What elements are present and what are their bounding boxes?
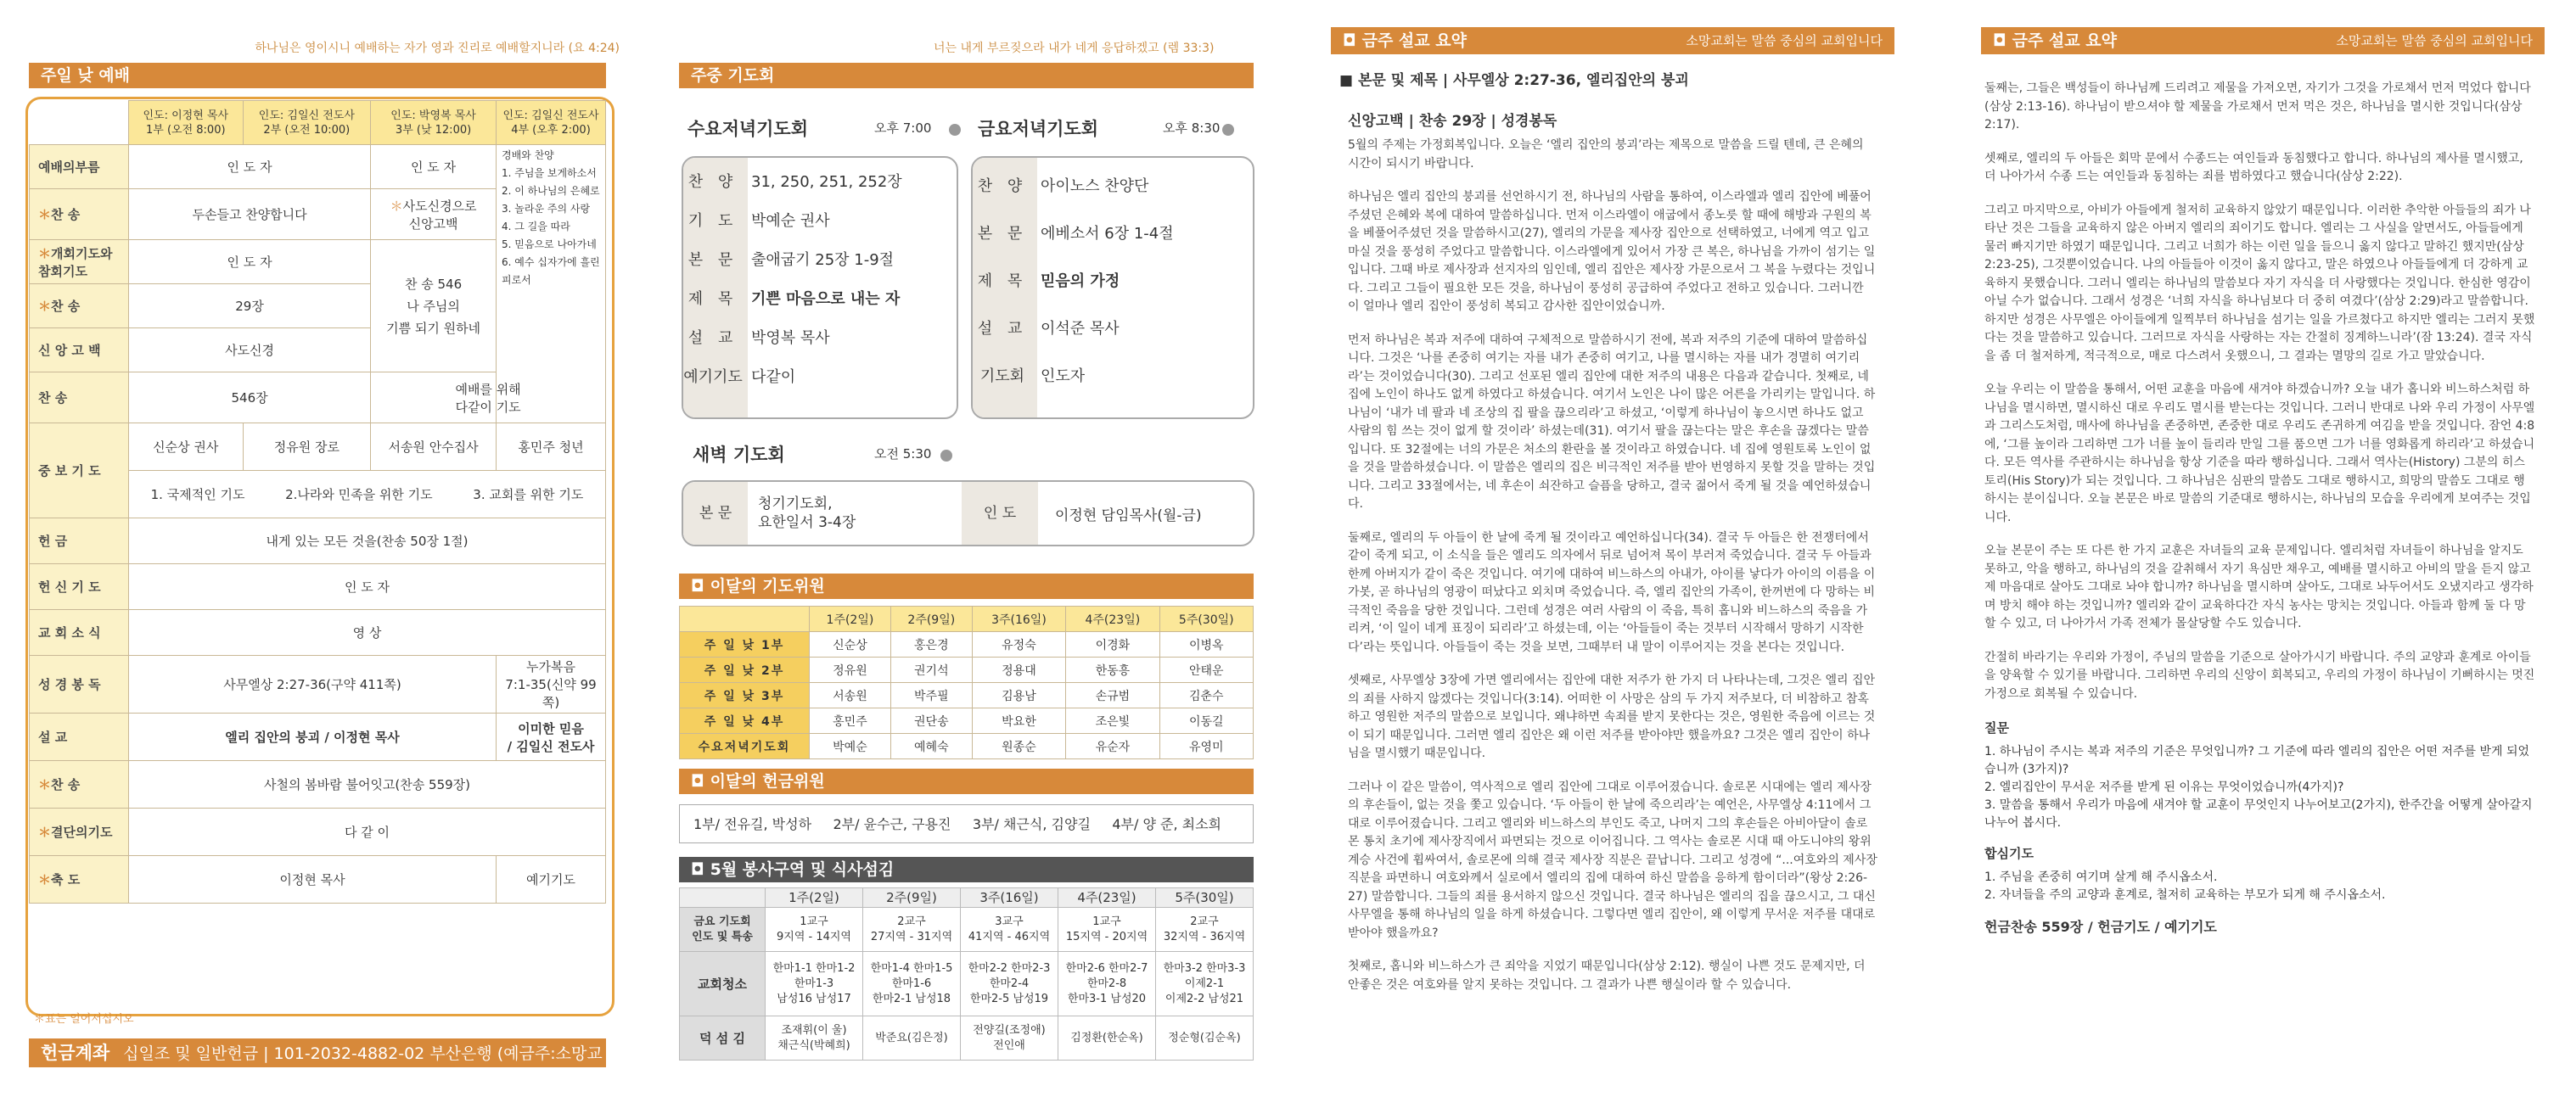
intercessor: 서송원 안수집사 bbox=[371, 423, 497, 471]
sermon-card-2 bbox=[1967, 68, 2553, 1072]
row-value: 다 같 이 bbox=[129, 809, 606, 856]
row-label: ＊찬 송 bbox=[30, 284, 129, 328]
paragraph: 둘째로, 엘리의 두 아들이 한 날에 죽게 될 것이라고 예언하십니다(34). 결국 두 아들은 한 전쟁터에서 같이 죽게 되고, 이 소식을 들은 엘리도 의자에서 뒤로 넘어져 목이 부러져 죽었습니다. 결국 두 아들과 한께 아버지가 같이 죽은 것입니다. 여기에 대하여 비느하스의 아내가, 아이를 낳다가 아이의 이름을 이가봇, 곧 하나님의 영광이 떠났다고 외치며 죽었습니다. 즉, 엘리 집안의 가족이, 한꺼번에 다 망하는 비극적인 죽음을 당한 것입니다. 그런데 성경은 여러 사람의 이 죽음, 특히 홉니와 비느하스의 죽음을 가리켜, ‘이 일이 네게 표징이 되리라’고 하셨는데, 이는 ‘아들들이 죽는 것부터 시작해서 망하기 시작한다’라는 뜻입니다. 아들들이 죽는 것을 보면, 그때부터 내 말이 이루어지는 것을 본다는 것입니다. bbox=[1348, 530, 1876, 654]
list-item: 1. 하나님이 주시는 복과 저주의 기준은 무엇입니까? 그 기준에 따라 엘리의 집안은 어떤 저주를 받게 되었습니까 (3가지)? bbox=[1984, 745, 2530, 776]
row-value: 찬 송 546 나 주님의 기쁨 되기 원하네 bbox=[371, 240, 497, 372]
paragraph: 셋째로, 엘리의 두 아들은 회막 문에서 수종드는 여인들과 동침했다고 합니다. 하나님의 제사를 멸시했고, 더 나아가서 수종 드는 여인들과 동침하는 죄를 범하였다고 했습니다(삼상 2:22). bbox=[1984, 151, 2523, 183]
verse: 하나님은 영이시니 예배하는 자가 영과 진리로 예배할지니라 (요 4:24) bbox=[255, 42, 620, 55]
row-value: ＊사도신경으로 신앙고백 bbox=[371, 189, 497, 240]
row-value: 엘리 집안의 붕괴 / 이정현 목사 bbox=[129, 714, 497, 761]
row-value: 누가복음 7:1-35(신약 99쪽) bbox=[497, 656, 606, 714]
header-service-2: 인도: 김일신 전도사 2부 (오전 10:00) bbox=[243, 101, 371, 145]
sermon-header: ◘ 금주 설교 요약 소망교회는 말씀 중심의 교회입니다 bbox=[1981, 27, 2545, 54]
row-value: 이정현 목사 bbox=[129, 856, 497, 904]
table-row: 주 일 낮 2부 정유원 권기석 정용대 한동흥 안태운 bbox=[680, 658, 1254, 683]
fri-time: 오후 8:30 bbox=[1163, 120, 1221, 136]
table-row: 주 일 낮 4부 홍민주 권단송 박요한 조은빛 이동길 bbox=[680, 708, 1254, 734]
dot-icon bbox=[949, 124, 961, 136]
row-value: 546장 bbox=[129, 372, 371, 423]
list-item: 2. 엘리집안이 무서운 저주를 받게 된 이유는 무엇이었습니까(4가지)? bbox=[1984, 781, 2344, 794]
paragraph: 먼저 하나님은 복과 저주에 대하여 구체적으로 말씀하시기 전에, 복과 저주의 기준에 대하여 말씀하십니다. 그것은 ‘나를 존중히 여기는 자를 내가 존중히 여기고, 나를 멸시하는 자를 내가 경멸히 여기리라’는 것이었습니다(30). 그리고 선포된 엘리 집안에 대한 저주의 내용은 다음과 같습니다. 첫째로, 네 집에 노인이 하나도 없게 하였다고 하셨습니다. 여기서 노인은 나이 많은 어른을 가리키는 말입니다. 하나님이 ‘내가 네 팔과 네 조상의 집 팔을 끊으리라’고 하셨고, ‘이렇게 하나님이 놓으시면 하나도 없고 사람의 힘 쓰는 것이 없게 할 것이라’ 하셨는데(31). 여기서 팔을 끊는다는 말은 후손을 끊겠다는 말씀입니다. 또 32절에는 너의 가문은 처소의 환란을 볼 것이라고 하였습니다. 네 집에 영원토록 노인이 없을 것을 말씀하셨습니다. 이 말씀은 엘리의 집은 비극적인 저주를 받아 번영하지 못할 것을 말하는 것입니다. 그리고 33절에서는, 네 후손이 쇠잔하고 슬픔을 당하고, 결국 젊어서 죽게 될 것을 예언하셨습니다. bbox=[1348, 333, 1876, 511]
intercessor: 정유원 장로 bbox=[243, 423, 371, 471]
row-value: 인 도 자 bbox=[129, 145, 371, 189]
table-row: 교회청소 한마1-1 한마1-2 한마1-3 남성16 남성17 한마1-4 한마1-5 한마1-6 한마2-1 남성18 한마2-2 한마2-3 한마2-4 한마2-5 남성19 한마2-6 한마2-7 한마2-8 한마3-1 남성20 한마3-2 한마3-3 이제2-1 이제2-2 남성21 bbox=[680, 952, 1254, 1016]
paragraph: 셋째로, 사무엘상 3장에 가면 엘리에서는 집안에 대한 저주가 한 가지 더 나타나는데, 그것은 엘리 집안의 죄를 사하지 않겠다는 것입니다(3:14). 어떠한 이 사망은 삼의 두 가지 저주보다, 더 비참하고 참혹하고 영원한 저주의 말씀으로 보입니다. 왜냐하면 속죄를 받지 못한다는 것은, 영원한 죽음에 이르는 것이 되기 때문입니다. 그러면 엘리 집안은 왜 이런 저주를 받아야만 했을까요? 그것은 엘리 집안이 하나님을 멸시했기 때문입니다. bbox=[1348, 674, 1876, 760]
row-label: ＊개회기도와 참회기도 bbox=[30, 240, 129, 284]
prayer-committee-table: 1주(2일) 2주(9일) 3주(16일) 4주(23일) 5주(30일) 주 일 낮 1부 신순상 홍은경 유정숙 이경화 이병옥 주 일 낮 2부 정유원 권기석 정용대 한동흥 안태운 주 일 낮 3부 서송원 박주필 김용남 손규범 김춘수 주 일 낮 4부 홍민주 권단송 박요한 조은빛 이동길 수요저녁기도회 박예순 예혜숙 원종순 유순자 유영미 bbox=[679, 606, 1254, 759]
row-label: 설 교 bbox=[30, 714, 129, 761]
row-label: 신 앙 고 백 bbox=[30, 328, 129, 372]
row-label: 헌 신 기 도 bbox=[30, 564, 129, 610]
intercessor: 홍민주 청년 bbox=[497, 423, 606, 471]
service-table: 1주(2일) 2주(9일) 3주(16일) 4주(23일) 5주(30일) 금요 기도회 인도 및 특송 1교구 9지역 - 14지역 2교구 27지역 - 31지역 3교구 41지역 - 46지역 1교구 15지역 - 20지역 2교구 32지역 - 36지역 교회청소 한마1-1 한마1-2 한마1-3 남성16 남성17 한마1-4 한마1-5 한마1-6 한마2-1 남성18 한마2-2 한마2-3 한마2-4 한마2-5 남성19 한마2-6 한마2-7 한마2-8 한마3-1 남성20 한마3-2 한마3-3 이제2-1 이제2-2 남성21 덕 섬 김 조재휘(이 울) 채근식(박혜희) 박준요(김은정) 전양길(조정애) 전인애 김정환(한순옥) 정순형(김순옥) bbox=[679, 887, 1254, 1061]
row-value: 인 도 자 bbox=[129, 240, 371, 284]
row-label: 예배의부름 bbox=[30, 145, 129, 189]
row-label: 성 경 봉 독 bbox=[30, 656, 129, 714]
verse: 너는 내게 부르짖으라 내가 네게 응답하겠고 (렘 33:3) bbox=[934, 42, 1215, 55]
fri-title: 금요저녁기도회 bbox=[978, 119, 1099, 139]
dawn-time: 오전 5:30 bbox=[874, 446, 932, 462]
row-value: 내게 있는 모든 것을(찬송 50장 1절) bbox=[129, 518, 606, 564]
row-value: 사철의 봄바람 불어잇고(찬송 559장) bbox=[129, 761, 606, 809]
questions-heading: 질문 bbox=[1984, 720, 2009, 736]
prayer-committee-title: ◘ 이달의 기도위원 bbox=[679, 574, 1254, 599]
paragraph: 5월의 주제는 가정회복입니다. 오늘은 ‘엘리 집안의 붕괴’라는 제목으로 말씀을 드릴 텐데, 큰 은혜의 시간이 되시기 바랍니다. bbox=[1348, 138, 1864, 171]
donation-account: 십일조 및 일반헌금 | 101-2032-4882-02 부산은행 (예금주:소망교회) bbox=[41, 1044, 603, 1092]
header-motto: 소망교회는 말씀 중심의 교회입니다 bbox=[1686, 33, 1883, 48]
section-title: 주일 낮 예배 bbox=[29, 63, 606, 88]
row-value: 29장 bbox=[129, 284, 371, 328]
list-item: 1. 주님을 존중히 여기며 살게 해 주시옵소서. bbox=[1984, 870, 2218, 884]
fri-box: 찬 양 아이노스 찬양단 본 문 에베소서 6장 1-4절 제 목 믿음의 가정 설 교 이석준 목사 기도회 인도자 bbox=[971, 156, 1254, 419]
paragraph: 둘째는, 그들은 백성들이 하나님께 드리려고 제물을 가져오면, 자기가 그것을 가로채서 먼저 먹었다 합니다(삼상 2:13-16). 하나님이 받으셔야 할 제물을 가로채서 먼저 먹은 것은, 하나님을 멸시한 것입니다(삼상 2:17). bbox=[1984, 81, 2531, 132]
table-row: 주 일 낮 3부 서송원 박주필 김용남 손규범 김춘수 bbox=[680, 683, 1254, 708]
header-service-4: 인도: 김일신 전도사 4부 (오후 2:00) bbox=[497, 101, 606, 145]
offering-committee: 1부/ 전유길, 박성하 2부/ 윤수근, 구용진 3부/ 채근식, 김양길 4부/ 양 준, 최소희 bbox=[679, 804, 1254, 843]
wed-box: 찬 양 31, 250, 251, 252장 기 도 박예순 권사 본 문 출애굽기 25장 1-9절 제 목 기쁜 마음으로 내는 자 설 교 박영복 목사 예기기도 다같이 bbox=[682, 156, 958, 419]
dot-icon bbox=[1222, 124, 1234, 136]
table-row: 수요저녁기도회 박예순 예혜숙 원종순 유순자 유영미 bbox=[680, 734, 1254, 759]
row-label: 헌 금 bbox=[30, 518, 129, 564]
row-value: 인 도 자 bbox=[129, 564, 606, 610]
paragraph: 첫째로, 홉니와 비느하스가 큰 죄악을 지었기 때문입니다(삼상 2:12). 행실이 나쁜 것도 문제지만, 더 안좋은 것은 여호와를 알지 못하는 것입니다. 그 결과가 나쁜 행실이라 할 수 있습니다. bbox=[1348, 960, 1866, 992]
sermon-card-1 bbox=[1331, 97, 1894, 1072]
prayer-topics: 1. 국제적인 기도 2.나라와 민족을 위한 기도 3. 교회를 위한 기도 bbox=[129, 471, 606, 518]
table-row: 주 일 낮 1부 신순상 홍은경 유정숙 이경화 이병옥 bbox=[680, 632, 1254, 658]
service-title: ◘ 5월 봉사구역 및 식사섬김 bbox=[679, 857, 1254, 882]
offering-committee-title: ◘ 이달의 헌금위원 bbox=[679, 769, 1254, 794]
praise-item: 4. 그 길을 따라 bbox=[502, 221, 570, 232]
row-label: 찬 송 bbox=[30, 372, 129, 423]
row-value: 사도신경 bbox=[129, 328, 371, 372]
card-heading: 신앙고백 | 찬송 29장 | 성경봉독 bbox=[1348, 113, 1557, 130]
praise-item: 2. 이 하나님의 은혜로 bbox=[502, 185, 600, 197]
dawn-title: 새벽 기도회 bbox=[693, 445, 785, 465]
row-value: 두손들고 찬양합니다 bbox=[129, 189, 371, 240]
intercessor: 신순상 권사 bbox=[129, 423, 244, 471]
paragraph: 그리고 마지막으로, 아비가 아들에게 철저히 교육하지 않았기 때문입니다. 이러한 추악한 아들들의 죄가 나타난 것은 그들을 교육하지 않은 아버지 엘리의 죄이기도 합니다. 엘리는 그 사실을 알면서도, 아들들에게 물러 빠지기만 하였기 때문입니다. 그리고 너희가 하는 이런 일을 들으니 옳지 않다고 말하긴 했지만(삼상 2:23-25), 그것뿐이었습니다. 나의 아들들아 이것이 옳지 않다고, 말은 하였으나 아들들에게 더 강하게 교육하지 못했습니다. 그러니 엘리는 하나님의 말씀보다 자기 자식을 더 사랑했다는 것입니다. 한심한 영감이 아닐 수가 없습니다. 그래서 성경은 ‘너희 자식을 하나님보다 더 중히 여겼다’(삼상 2:29)라고 말씀합니다. 하지만 성경은 사무엘은 아이들에게 일찍부터 하나님을 섬기는 일을 가르쳤다고 하지만 엘리는 그러지 못했다는 것을 말씀하고 있습니다. 그러므로 자식을 사랑하는 자는 간절히 징계하느니라’(잠 13:24). 결국 자식을 좀 더 철저하게, 적극적으로, 매로 다스려서 옷했으니, 그 결과는 멸망의 길로 가고 말았습니다. bbox=[1984, 203, 2535, 363]
questions-list bbox=[1984, 743, 2536, 832]
worship-order-table bbox=[29, 100, 606, 904]
praise-item: 6. 예수 십자가에 흘린 피로서 bbox=[502, 256, 600, 286]
row-label: ＊찬 송 bbox=[30, 761, 129, 809]
wed-time: 오후 7:00 bbox=[874, 120, 932, 136]
paragraph: 간절히 바라기는 우리와 가정이, 주님의 말씀을 기준으로 살아가시기 바랍니다. 주의 교양과 훈계로 아이들을 양육할 수 있기를 바랍니다. 그리하면 우리의 신앙이 회복되고, 우리의 가정이 하나님이 기뻐하시는 멋진 가정으로 회복될 수 있습니다. bbox=[1984, 650, 2535, 701]
wed-title: 수요저녁기도회 bbox=[687, 119, 809, 139]
row-label: 중 보 기 도 bbox=[30, 423, 129, 518]
row-value: 사무엘상 2:27-36(구약 411쪽) bbox=[129, 656, 497, 714]
prayer-list bbox=[1984, 869, 2536, 904]
standing-note: ＊표는 일어서십시오 bbox=[34, 1013, 134, 1026]
header-service-1: 인도: 이정현 목사 1부 (오전 8:00) bbox=[129, 101, 244, 145]
row-label: ＊찬 송 bbox=[30, 189, 129, 240]
paragraph: 그러나 이 같은 말씀이, 역사적으로 엘리 집안에 그대로 이루어졌습니다. 솔로몬 시대에는 엘리 제사장의 후손들이, 없는 것을 쫓고 있습니다. ‘두 아들이 한 날에 죽으리라’는 예언은, 사무엘상 4:11에서 그대로 이루어졌습니다. 그리고 엘리와 비느하스의 부인도 죽고, 나머지 그의 후손들은 아비아달이 솔로몬 통치 초기에 제사장직에서 파면되는 것으로 이어집니다. 그 역사는 솔로몬 시대 때 아도니야의 왕위 계승 사건에 휩싸여서, 솔로몬에 의해 결국 제사장 직분은 끝납니다. 그리고 성경에 “...여호와의 제사장 직분을 파면하니 여호와께서 실로에서 엘리의 집에 대하여 하신 말씀을 응하게 함이더라”(왕상 2:26-27) 말씀합니다. 그들의 죄를 용서하지 않으신 것입니다. 결국 하나님은 엘리의 집을 끊으시고, 그 대신 사무엘을 통해 하나님의 일을 하게 하셨습니다. 그렇다면 엘리 집안이, 왜 이렇게 무서운 저주를 대대로 받아야 했을까요? bbox=[1348, 780, 1877, 940]
paragraph: 오늘 우리는 이 말씀을 통해서, 어떤 교훈을 마음에 새겨야 하겠습니까? 오늘 내가 홉니와 비느하스처럼 하나님을 멸시하면, 멸시하신 대로 우리도 멸시를 받는다는 것입니다. 그러니 반대로 나와 우리 가정이 사무엘과 그리스도처럼, 매사에 하나님을 존중하면, 존중한 대로 우리도 존귀하게 여김을 받을 것입니다. 잠언 4:8에, ‘그를 높이라 그리하면 그가 너를 높이 들리라 만일 그를 품으면 그가 너를 영화롭게 하리라’고 하셨습니다. 모든 역사를 주관하시는 하나님을 항상 기준을 따라 행하십니다. 그래서 역사는(History) 그분의 히스토리(His Story)가 되는 것입니다. 그 하나님은 심판의 말씀도 그대로 행하시고, 희망의 말씀도 그대로 행하시는 분이십니다. 오늘 본문은 바로 말씀의 기준대로 행하시는, 하나님의 모습을 우리에게 보여주는 것입니다. bbox=[1984, 383, 2535, 524]
header-motto: 소망교회는 말씀 중심의 교회입니다 bbox=[2336, 33, 2533, 48]
sermon-header: ◘ 금주 설교 요약 소망교회는 말씀 중심의 교회입니다 bbox=[1331, 27, 1894, 54]
praise-item: 5. 믿음으로 나아가네 bbox=[502, 238, 597, 250]
table-row: 금요 기도회 인도 및 특송 1교구 9지역 - 14지역 2교구 27지역 - 31지역 3교구 41지역 - 46지역 1교구 15지역 - 20지역 2교구 32지역 - 36지역 bbox=[680, 908, 1254, 952]
dot-icon bbox=[940, 450, 952, 462]
row-value: 예배를 위해 다같이 기도 bbox=[371, 372, 606, 423]
praise-item: 3. 놀라운 주의 사랑 bbox=[502, 203, 591, 215]
dawn-box: 본 문 청기기도회, 요한일서 3-4장 인 도 이정현 담임목사(월-금) bbox=[682, 480, 1254, 546]
header-service-3: 인도: 박영복 목사 3부 (낮 12:00) bbox=[371, 101, 497, 145]
donation-label: 헌금계좌 bbox=[41, 1043, 110, 1063]
row-label: ＊결단의기도 bbox=[30, 809, 129, 856]
donation-bar bbox=[29, 1038, 606, 1092]
praise-item: 1. 주님을 보게하소서 bbox=[502, 167, 597, 179]
row-value: 이미한 믿음 / 김일신 전도사 bbox=[497, 714, 606, 761]
sermon-main-heading: ■ 본문 및 제목 | 사무엘상 2:27-36, 엘리집안의 붕괴 bbox=[1339, 72, 1689, 89]
closing-line: 헌금찬송 559장 / 헌금기도 / 예기기도 bbox=[1984, 919, 2217, 935]
section-title: 주중 기도회 bbox=[679, 63, 1254, 88]
row-label: ＊축 도 bbox=[30, 856, 129, 904]
paragraph: 오늘 본문이 주는 또 다른 한 가지 교훈은 자녀들의 교육 문제입니다. 엘리처럼 자녀들이 하나님을 알지도 못하고, 악을 행하고, 하나님의 것을 갈취해서 자기 욕심만 채우고, 예배를 멸시하고 아비의 말을 듣지 않고 제 마음대로 살아도 그대로 놔야 합니까? 하나님을 멸시하며 살아도, 그대로 놔두어서도 오냈지라고 생각하며 방치 해야 하는 것입니까? 엘리와 같이 교육하다간 자식 농사는 망치는 것입니다. 아들과 함께 둘 다 망할 수 있고, 더 나아가서 가족 전체가 몰살당할 수도 있습니다. bbox=[1984, 544, 2534, 630]
list-item: 3. 말씀을 통해서 우리가 마음에 새겨야 할 교훈이 무엇인지 나누어보고(2가지), 한주간을 어떻게 살아갈지 나누어 봅시다. bbox=[1984, 798, 2533, 830]
row-value: 예기기도 bbox=[497, 856, 606, 904]
row-value: 인 도 자 bbox=[371, 145, 497, 189]
list-item: 2. 자녀들을 주의 교양과 훈계로, 철저히 교육하는 부모가 되게 해 주시옵소서. bbox=[1984, 888, 2386, 902]
row-label: 교 회 소 식 bbox=[30, 610, 129, 656]
page-sunday-worship bbox=[0, 0, 645, 1092]
praise-item: 경배와 찬양 bbox=[502, 149, 554, 161]
paragraph: 하나님은 엘리 집안의 붕괴를 선언하시기 전, 하나님의 사람을 통하여, 이스라엘과 엘리 집안에 베풀어주셨던 은혜와 복에 대하여 말씀하십니다. 먼저 이스라엘이 애굽에서 종노릇 할 때에 해방과 구원의 복을 베풀어주셨던 것을 말씀하시고(27), 엘리의 가문을 제사장 집안으로 선택하였고, 너에게 역고 입고 마실 것을 풍성히 주었다고 말씀합니다. 이스라엘에게 있어서 가장 큰 복은, 하나님을 가까이 섬기는 일입니다. 그때 바로 제사장과 선지자의 임인데, 엘리 집안은 제사장 가문으로서 그 복을 누렸다는 것입니다. 그리고 그들이 필요한 모든 것을, 하나님이 풍성히 공급하여 주었다고 전하고 있습니다. 그러니깐 이 얼마나 엘리 집안이 풍성히 복되고 감사한 집안이었습니까. bbox=[1348, 190, 1876, 313]
row-value: 영 상 bbox=[129, 610, 606, 656]
table-row: 덕 섬 김 조재휘(이 울) 채근식(박혜희) 박준요(김은정) 전양길(조정애) 전인애 김정환(한순옥) 정순형(김순옥) bbox=[680, 1016, 1254, 1061]
prayer-heading: 합심기도 bbox=[1984, 846, 2034, 861]
